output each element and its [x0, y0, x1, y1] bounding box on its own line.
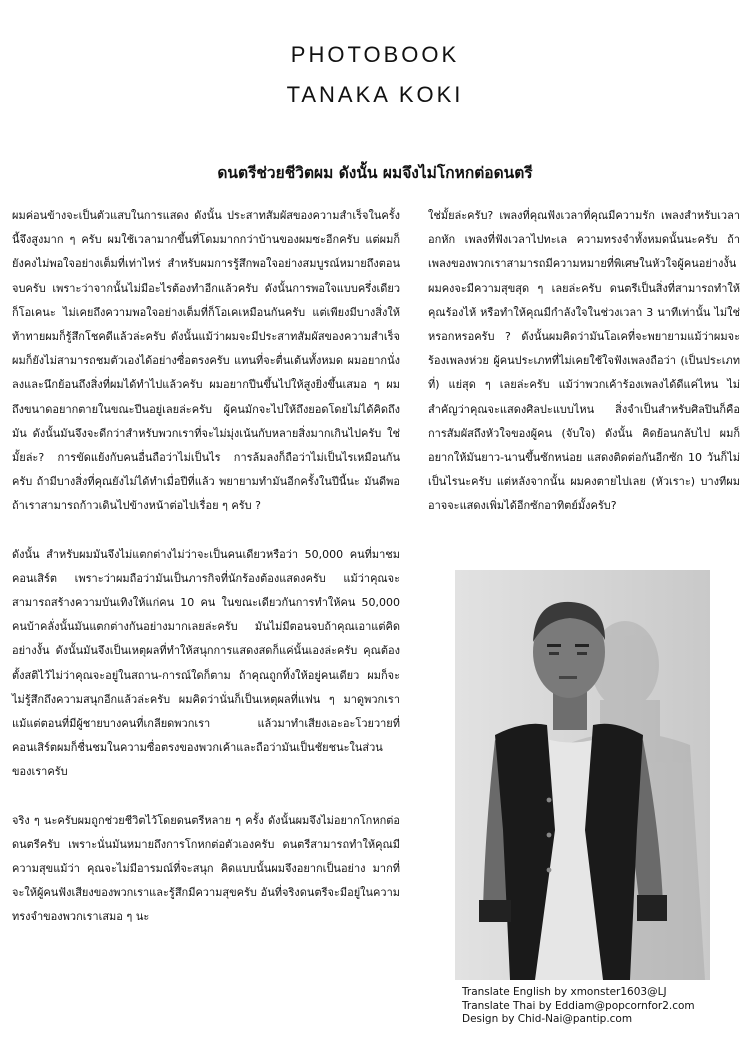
credit-english-translator: Translate English by xmonster1603@LJ: [462, 986, 667, 998]
artist-name-title: TANAKA KOKI: [286, 82, 464, 107]
paragraph: ดังนั้น สำหรับผมมันจึงไม่แตกต่างไม่ว่าจะเป็นคนเดียวหรือว่า 50,000 คนที่มาชมคอนเสิร์ต เพราะว่าผมถือว่ามันเป็นภารกิจที่นักร้องต้องแสดงครับ แม้ว่าคุณจะสามารถสร้างความบันเทิงให้แก่คน 10 คน ในขณะเดียวกันการทำให้คน 50,000 คนบ้าคลั่งนั้นมันแตกต่างกันอย่างมากเลยล่ะครับ มันไม่มีตอนจบถ้าคุณเอาแต่คิดอย่างงั้น ดังนั้นมันจึงเป็นเหตุผลที่ทำให้สนุกการแสดงสดก็แค่นั้นเองล่ะครับ คุณต้องตั้งสติไว้ไม่ว่าคุณจะอยู่ในสถาน-การณ์ใดก็ตาม ถ้าคุณถูกทิ้งให้อยู่คนเดียว ผมก็จะไม่รู้สึกถึงความสนุกอีกแล้วล่ะครับ ผมคิดว่านั่นก็เป็นเหตุผลที่แฟน ๆ มาดูพวกเรา แม้แต่ตอนที่มีผู้ชายบางคนที่เกลียดพวกเรา แล้วมาทำเสียงเอะอะโวยวายที่คอนเสิร์ตผมก็ชื่นชมในความซื่อตรงของพวกเค้าและถือว่ามันเป็นชัยชนะในส่วนของเราครับ: [12, 547, 400, 779]
paragraph: ผมค่อนข้างจะเป็นตัวแสบในการแสดง ดังนั้น ประสาทสัมผัสของความสำเร็จในครั้งนี้จึงสูงมาก ๆ ครับ ผมใช้เวลามากขึ้นที่โดมมากกว่าบ้านของผมซะอีกครับ แต่ผมก็ยังคงไม่พอใจอย่างเต็มที่เท่าไหร่ สำหรับผมการรู้สึกพอใจอย่างสมบูรณ์หมายถึงตอนจบครับ เพราะว่าจากนั้นไม่มีอะไรต้องทำอีกแล้วครับ ดังนั้นการพอใจแบบครึ่งเดียวก็โอเคนะ ไม่เคยถึงความพอใจอย่างเต็มที่ก็โอเคเหมือนกันครับ แต่เพียงมีบางสิ่งให้ท้าทายผมก็รู้สึกโชคดีแล้วล่ะครับ ดังนั้นแม้ว่าผมจะมีประสาทสัมผัสของความสำเร็จ ผมก็ยังไม่สามารถชมตัวเองได้อย่างซื่อตรงครับ แทนที่จะตื่นเต้นทั้งหมด ผมอยากนั่งลงและนึกย้อนถึงสิ่งที่ผมได้ทำไปแล้วครับ ผมอยากปีนขึ้นไปให้สูงยิ่งขึ้นเสมอ ๆ ผมถึงขนาดอยากตายในขณะปีนอยู่เลยล่ะครับ ผู้คนมักจะไปให้ถึงยอดโดยไม่ได้คิดถึงมัน ดังนั้นมันจึงจะดีกว่าสำหรับพวกเราที่จะไม่มุ่งเน้นกับหลายสิ่งมากเกินไปครับ ใช่มั้ยล่ะ? การขัดแย้งกับคนอื่นถือว่าไม่เป็นไร การล้มลงก็ถือว่าไม่เป็นไรเหมือนกันครับ ถ้ามีบางสิ่งที่คุณยังไม่ได้ทำเมื่อปีที่แล้ว พยายามทำมันอีกครั้งในปีนี้นะ มันดีพอถ้าเราสามารถก้าวเดินไปข้างหน้าต่อไปเรื่อย ๆ ครับ ?: [12, 209, 400, 513]
photobook-title: PHOTOBOOK: [290, 42, 460, 67]
credit-thai-translator: Translate Thai by Eddiam@popcornfor2.com: [462, 999, 695, 1012]
portrait-photo: [455, 570, 710, 980]
paragraph: ใช่มั้ยล่ะครับ? เพลงที่คุณฟังเวลาที่คุณมีความรัก เพลงสำหรับเวลาอกหัก เพลงที่ฟังเวลาไปทะเล ความทรงจำทั้งหมดนั้นนะครับ ถ้าเพลงของพวกเราสามารถมีความหมายที่พิเศษในหัวใจผู้คนอย่างงั้น ผมคงจะมีความสุขสุด ๆ เลยล่ะครับ ดนตรีเป็นสิ่งที่สามารถทำให้คุณร้องไห้ หรือทำให้คุณมีกำลังใจในช่วงเวลา 3 นาทีเท่านั้น ไม่ใช่หรอกหรอครับ ? ดังนั้นผมคิดว่ามันโอเคที่จะพยายามแม้ว่าผมจะร้องเพลงห่วย ผู้คนประเภทที่ไม่เคยใช้ใจฟังเพลงถือว่า (เป็นประเภทที่) แย่สุด ๆ เลยล่ะครับ แม้ว่าพวกเค้าร้องเพลงได้ดีแค่ไหน ไม่สำคัญว่าคุณจะแสดงศิลปะแบบไหน สิ่งจำเป็นสำหรับศิลปินก็คือการสัมผัสถึงหัวใจของผู้คน (จับใจ) ดังนั้น คิดย้อนกลับไป ผมก็อยากให้มันยาว-นานขึ้นซักหน่อย แสดงติดต่อกันอีกซัก 10 วันก็ไม่เป็นไรนะครับ แต่หลังจากนั้น ผมคงตายไปเลย (หัวเราะ) บางทีผมอาจจะแสดงเพิ่มได้อีกซักอาทิตย์มั้งครับ?: [428, 209, 740, 513]
right-column: [428, 180, 740, 519]
article-headline: ดนตรีช่วยชีวิตผม ดังนั้น ผมจึงไม่โกหกต่อดนตรี: [217, 164, 533, 182]
credit-designer: Design by Chid-Nai@pantip.com: [462, 1013, 633, 1025]
paragraph: จริง ๆ นะครับผมถูกช่วยชีวิตไว้โดยดนตรีหลาย ๆ ครั้ง ดังนั้นผมจึงไม่อยากโกหกต่อดนตรีครับ เพราะนั่นมันหมายถึงการโกหกต่อตัวเองครับ ดนตรีสามารถทำให้คุณมีความสุขแม้ว่า คุณจะไม่มีอารมณ์ที่จะสนุก คิดแบบนั้นผมจึงอยากเป็นอย่าง มากที่จะให้ผู้คนฟังเสียงของพวกเราและรู้สึกมีความสุขครับ อันที่จริงดนตรีจะมีอยู่ในความทรงจำของพวกเราเสมอ ๆ นะ: [12, 813, 400, 924]
left-column: [12, 180, 400, 930]
credits: [462, 986, 742, 1027]
portrait-illustration: [455, 570, 710, 980]
